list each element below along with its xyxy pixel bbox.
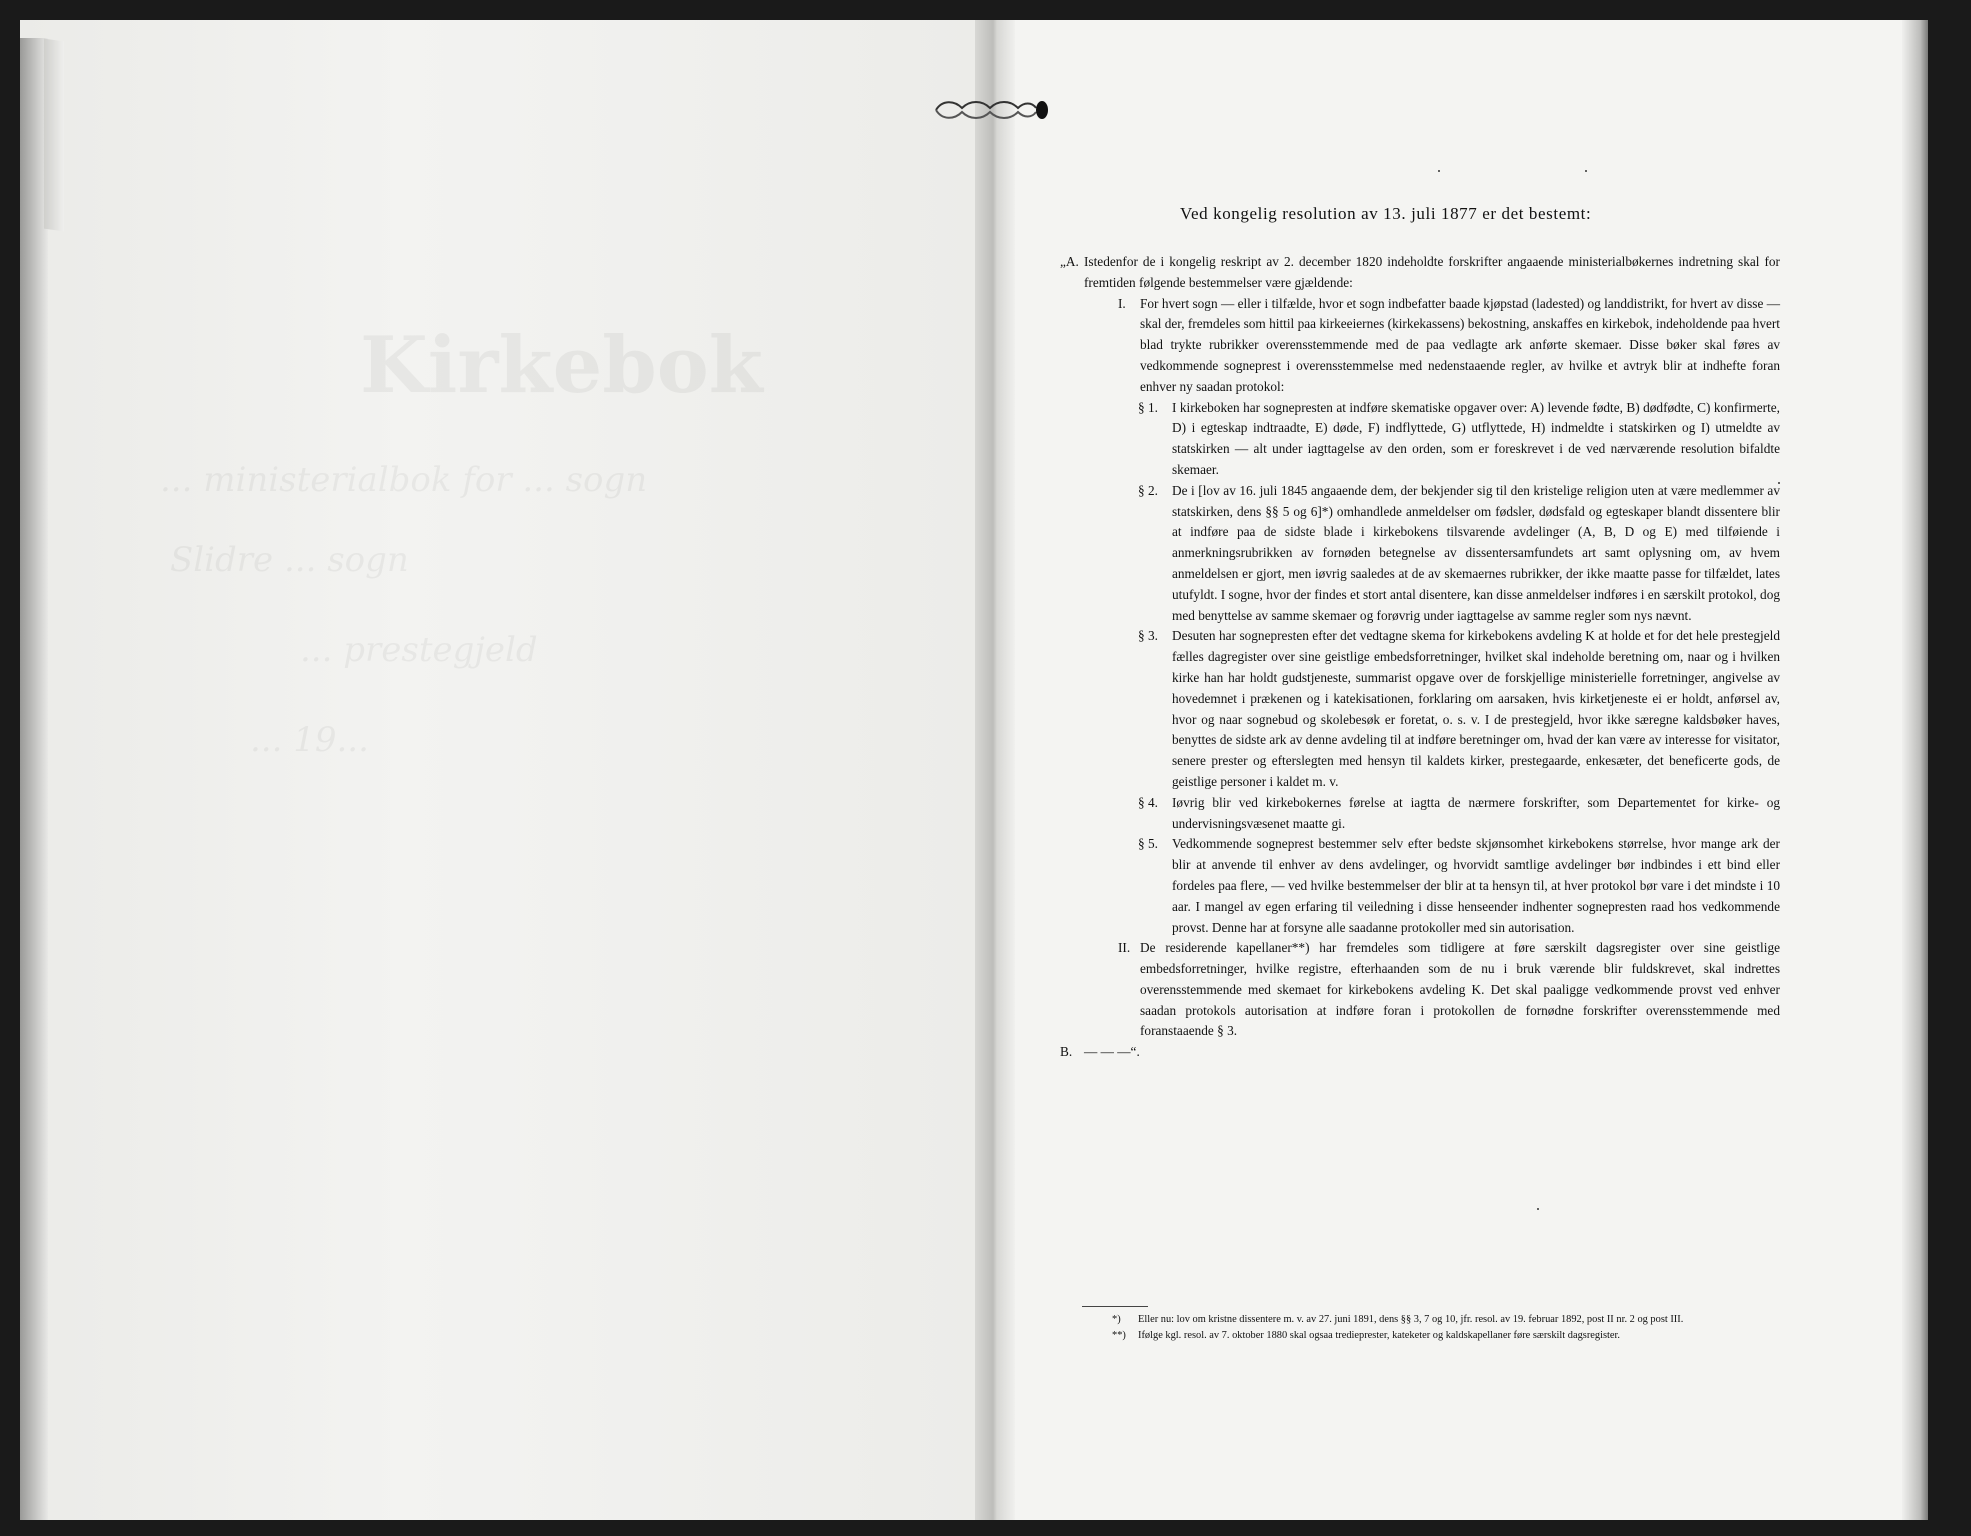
footnote-1 xyxy=(1112,1312,1777,1328)
paragraph-text: — — —“. xyxy=(1084,1044,1140,1060)
paragraph-marker: § 5. xyxy=(1138,836,1158,852)
paragraph-2 xyxy=(1060,294,1780,398)
book-gutter xyxy=(975,20,1015,1520)
left-page-edge xyxy=(20,38,48,1520)
seal-stamp-icon xyxy=(932,98,1050,122)
paragraph-9 xyxy=(1060,1042,1780,1063)
ghost-line-4 xyxy=(250,720,369,760)
left-page-fold xyxy=(44,39,64,232)
paragraph-8 xyxy=(1060,938,1780,1042)
ghost-title xyxy=(360,320,763,411)
paragraph-text: Istedenfor de i kongelig reskript av 2. december 1820 indeholdte forskrifter angaaende ministerialbøkernes indretning skal for fremtiden følgende bestemmelser være gjældende: xyxy=(1084,254,1780,290)
paragraph-marker: § 1. xyxy=(1138,399,1158,415)
dust-speck xyxy=(1438,170,1440,172)
footnote-marker: **) xyxy=(1112,1329,1126,1341)
paragraph-text: Desuten har sognepresten efter det vedtagne skema for kirkebokens avdeling K at holde et for det hele prestegjeld fælles dagregister over sine geistlige embedsforretninger, hvilket skal indeholde beretning om, naar og i hvilken kirke han har holdt gudstjeneste, summarist opgave over de forskjellige ministerielle forretninger, angivelse av hovedemnet i prækenen og i katekisationen, forklaring om aarsaken, hvis kirketjeneste ei er holdt, anførsel av, hvor og naar sognebud og skolebesøk er foretat, o. s. v. I de prestegjeld, hvor ikke særegne kaldsbøker haves, benyttes de sidste ark av denne avdeling til at indføre beretninger om, hvad der kan være av interesse for visitator, senere prester og efterslegten med hensyn til kaldets kirker, prestegaarde, enkesæter, det beneficerte gods, de geistlige personer i kaldet m. v. xyxy=(1172,628,1780,789)
paragraph-3 xyxy=(1060,398,1780,481)
footnote-2 xyxy=(1112,1328,1777,1344)
paragraph-text: De residerende kapellaner**) har fremdeles som tidligere at føre særskilt dagsregister over sine geistlige embedsforretninger, hvilke registre, efterhaanden som de nu i bruk værende blir fuldskrevet, skal indrettes overensstemmende med skemaet for kirkebokens avdeling K. Det skal paaligge vedkommende provst ved enhver saadan protokols autorisation at indføre foran i protokollen de fornødne forskrifter overensstemmende med foranstaaende § 3. xyxy=(1140,940,1780,1039)
footnotes xyxy=(1112,1312,1777,1343)
paragraph-5 xyxy=(1060,626,1780,792)
paragraph-marker: II. xyxy=(1118,940,1131,956)
paragraph-1 xyxy=(1060,252,1780,294)
ghost-line-2 xyxy=(170,540,409,580)
footnote-text: Ifølge kgl. resol. av 7. oktober 1880 skal ogsaa tredieprester, kateketer og kaldskapellaner føre særskilt dagsregister. xyxy=(1138,1329,1621,1341)
paragraph-text: Iøvrig blir ved kirkebokernes førelse at iagtta de nærmere forskrifter, som Departementet for kirke- og undervisningsvæsenet maatte gi. xyxy=(1172,794,1780,831)
dust-speck xyxy=(1585,170,1587,172)
book-spread xyxy=(20,20,1928,1520)
paragraph-text: I kirkeboken har sognepresten at indføre skematiske opgaver over: A) levende fødte, B) dødfødte, C) konfirmerte, D) i egteskap indtraadte, E) døde, F) indflyttede, G) utflyttede, H) indmeldte i statskirken og I) utmeldte av statskirken — alt under iagttagelse av den orden, som er foreskrevet i de ved nærværende resolution bifaldte skemaer. xyxy=(1172,399,1780,477)
footnote-text: Eller nu: lov om kristne dissentere m. v. av 27. juni 1891, dens §§ 3, 7 og 10, jfr. resol. av 19. februar 1892, post II nr. 2 og post III. xyxy=(1138,1314,1684,1325)
resolution-text xyxy=(1060,252,1780,1063)
paragraph-marker: § 3. xyxy=(1138,628,1158,644)
paragraph-marker: „A. xyxy=(1060,254,1079,269)
paragraph-7 xyxy=(1060,834,1780,938)
left-page xyxy=(20,20,980,1520)
paragraph-text: For hvert sogn — eller i tilfælde, hvor et sogn indbefatter baade kjøpstad (ladested) og landdistrikt, for hvert av disse — skal der, fremdeles som hittil paa kirkeeiernes (kirkekassens) bekostning, anskaffes en kirkebok, indeholdende paa hvert blad trykte rubrikker overensstemmende med de paa vedlagte ark anførte skemaer. Disse bøker skal føres av vedkommende sogneprest i overensstemmelse med nedenstaaende regler, av hvilke et avtryk blir at indhefte foran enhver ny saadan protokol: xyxy=(1140,295,1780,394)
paragraph-text: De i [lov av 16. juli 1845 angaaende dem, der bekjender sig til den kristelige religion uten at være medlemmer av statskirken, dens §§ 5 og 6]*) omhandlede anmeldelser om fødsler, dødsfald og egteskaper blandt dissentere blir at indføre paa de sidste blade i kirkebokens tilsvarende avdelinger (A, B, D og E) med tilføiende i anmerkningsrubrikken av fornøden betegnelse av dissentersamfundets art samt oplysning om, av hvem anmeldelsen er gjort, men iøvrig saaledes at de av skemaernes rubrikker, der ikke maatte passe for tilfældet, lates utufyldt. I sogne, hvor der findes et stort antal disentere, kan disse anmeldelser indføres i en særskilt protokol, dog med benyttelse av samme skemaer og forøvrig under iagttagelse av samme regler som nys nævnt. xyxy=(1172,482,1780,623)
ghost-line-3 xyxy=(300,630,538,670)
page-heading: Ved kongelig resolution av 13. juli 1877 er det bestemt: xyxy=(1180,204,1592,223)
footnote-rule xyxy=(1082,1306,1148,1307)
footnote-marker: *) xyxy=(1112,1314,1121,1325)
paragraph-marker: § 4. xyxy=(1138,794,1158,810)
paragraph-marker: I. xyxy=(1118,295,1126,311)
ghost-line-1 xyxy=(160,460,647,500)
paragraph-marker: § 2. xyxy=(1138,482,1158,498)
paragraph-text: Vedkommende sogneprest bestemmer selv efter bedste skjønsomhet kirkebokens størrelse, hvor mange ark der blir at anvende til enhver av dens avdelinger, og hvorvidt samtlige avdelinger bør indbindes i ett bind eller fordeles paa flere, — ved hvilke bestemmelser der blir at ta hensyn til, at hver protokol bør vare i det mindste i 10 aar. I mangel av egen erfaring til veiledning i disse henseender indhenter sognepresten raad hos vedkommende provst. Denne har at forsyne alle saadanne protokoller med sin autorisation. xyxy=(1172,836,1780,935)
paragraph-6 xyxy=(1060,793,1780,835)
paragraph-4 xyxy=(1060,481,1780,627)
paragraph-marker: B. xyxy=(1060,1044,1073,1060)
right-page-edge xyxy=(1902,20,1928,1520)
dust-speck xyxy=(1537,1208,1539,1210)
